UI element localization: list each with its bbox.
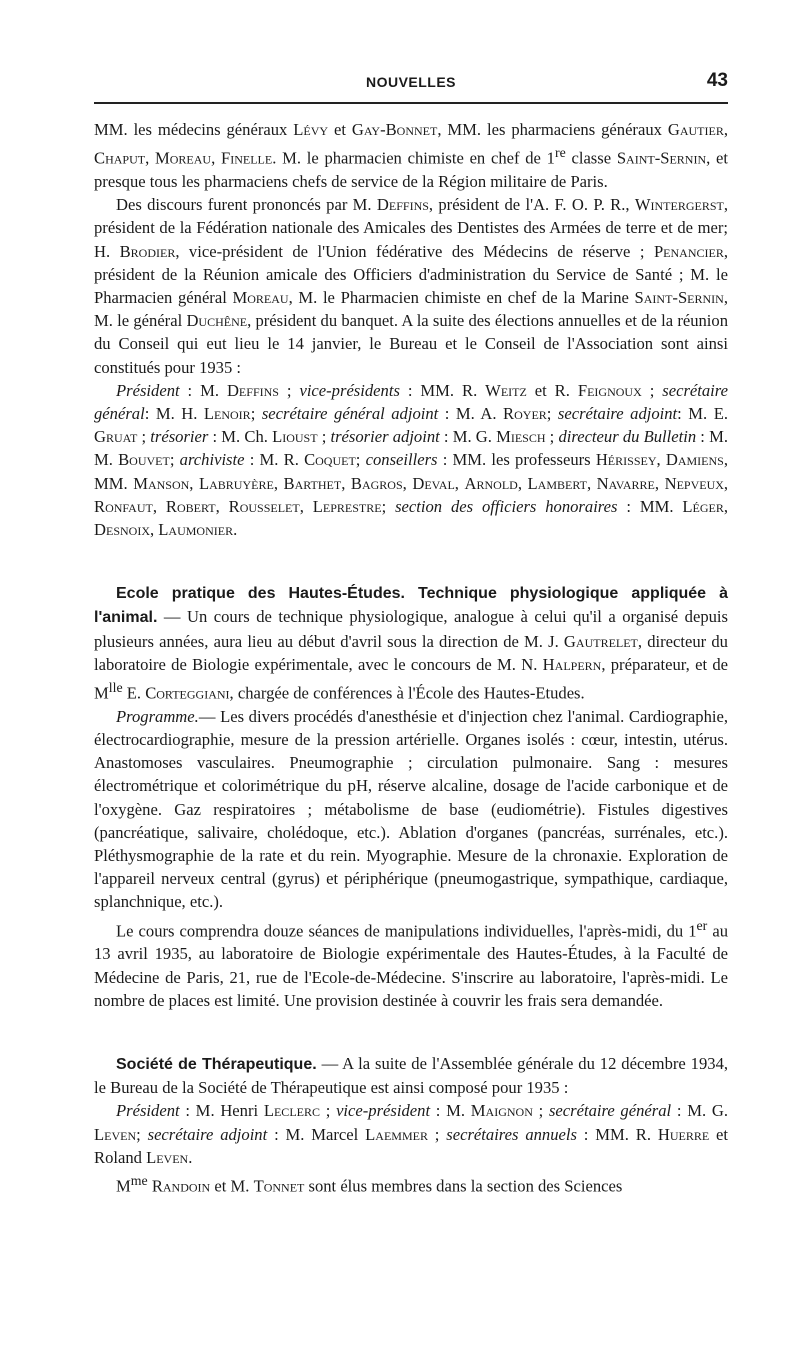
paragraph: Programme.— Les divers procédés d'anesthésie et d'injection chez l'animal. Cardiographie, électrocardiographie, mesure de la pression artérielle. Organes isolés : cœur, intestin, utérus. Anastomoses vasculaires. Pneumographie ; circulation pulmonaire. Sang : mesures électrométrique et colorimétrique du pH, réserve alcaline, dosage de l'acide carbonique et de l'oxygène. Gaz respiratoires ; métabolisme de base (eudiométrie). Fistules digestives (pancréatique, salivaire, cholédoque, etc.). Ablation d'organes (pancréas, surrénales, etc.). Pléthysmographie de la rate et du rein. Myographie. Mesure de la chronaxie. Exploration de l'appareil nerveux central (gyrus) et périphérique (pneumogastrique, sympathique, cardiaque, splanchnique, etc.). — [94, 706, 728, 912]
page-header — [94, 70, 728, 100]
section-heading: Société de Thérapeutique. — [116, 1055, 317, 1073]
paragraph: Le cours comprendra douze séances de manipulations individuelles, l'après-midi, du 1er au 13 avril 1935, au laboratoire de Biologie expérimentale des Hautes-Études, à la Faculté de Médecine de Paris, 21, rue de l'Ecole-de-Médecine. S'inscrire au laboratoire, l'après-midi. Le nombre de places est limité. Une provision destinée à couvrir les frais sera demandée. — [94, 917, 728, 1010]
paragraph: Société de Thérapeutique. — A la suite de l'Assemblée générale du 12 décembre 1934, le Bureau de la Société de Thérapeutique est ainsi composé pour 1935 : — [94, 1053, 729, 1098]
paragraph: Ecole pratique des Hautes-Études. Technique physiologique appliquée à l'animal. — Un cours de technique physiologique, analogue à celui qu'il a organisé depuis plusieurs années, aura lieu au début d'avril sous la direction de M. J. Gautrelet, directeur du laboratoire de Biologie expérimentale, avec le concours de M. N. Halpern, préparateur, et de $M^{lle}$ E. Corteggiani, chargée de conférences à l'École des Hautes-Etudes. — [94, 585, 729, 703]
page-number: 43 — [706, 70, 728, 91]
paragraph: Président : M. Henri Leclerc ; vice-président : M. Maignon ; secrétaire général : M. G. Leven; secrétaire adjoint : M. Marcel Laemmer ; secrétaires annuels : MM. R. Huerre et Roland Leven. — [94, 1101, 729, 1167]
section-association — [94, 118, 728, 541]
paragraph: Président : M. Deffins ; vice-présidents : MM. R. Weitz et R. Feignoux ; secrétaire général: M. H. Lenoir; secrétaire général adjoint : M. A. Royer; secrétaire adjoint: M. E. Gruat ; trésorier : M. Ch. Lioust ; trésorier adjoint : M. G. Miesch ; directeur du Bulletin : M. M. Bouvet; archiviste : M. R. Coquet; conseillers : MM. les professeurs Hérissey, Damiens, MM. Manson, Labruyère, Barthet, Bagros, Deval, Arnold, Lambert, Navarre, Nepveux, Ronfaut, Robert, Rousselet, Leprestre; section des officiers honoraires : MM. Léger, Desnoix, Laumonier. — [94, 380, 729, 539]
section-gap — [94, 1012, 728, 1038]
section-ecole-pratique — [94, 581, 728, 1012]
paragraph: MM. les médecins généraux Lévy et Gay-Bonnet, MM. les pharmaciens généraux Gautier, Chaput, Moreau, Finelle. M. le pharmacien chimiste en chef de 1re classe Saint-Sernin, et presque tous les pharmaciens chefs de service de la Région militaire de Paris. — [94, 120, 729, 191]
section-heading: Ecole pratique des Hautes-Études. Technique physiologique appliquée à l'animal. — [94, 585, 728, 627]
document-page — [94, 70, 728, 1198]
header-rule — [94, 102, 728, 104]
section-therapeutique — [94, 1052, 728, 1198]
running-title: NOUVELLES — [365, 74, 457, 90]
section-gap — [94, 541, 728, 567]
paragraph: Des discours furent prononcés par M. Deffins, président de l'A. F. O. P. R., Wintergerst, président de la Fédération nationale des Amicales des Dentistes des Armées de terre et de mer; H. Brodier, vice-président de l'Union fédérative des Médecins de réserve ; Penancier, président de la Réunion amicale des Officiers d'administration du Service de Santé ; M. le Pharmacien général Moreau, M. le Pharmacien chimiste en chef de la Marine Saint-Sernin, M. le général Duchêne, président du banquet. A la suite des élections annuelles et de la réunion du Conseil qui eut lieu le 14 janvier, le Bureau et le Conseil de l'Association sont ainsi constitués pour 1935 : — [94, 195, 729, 377]
paragraph: $M^{me}$ Randoin et M. Tonnet sont élus membres dans la section des Sciences — [116, 1172, 623, 1196]
